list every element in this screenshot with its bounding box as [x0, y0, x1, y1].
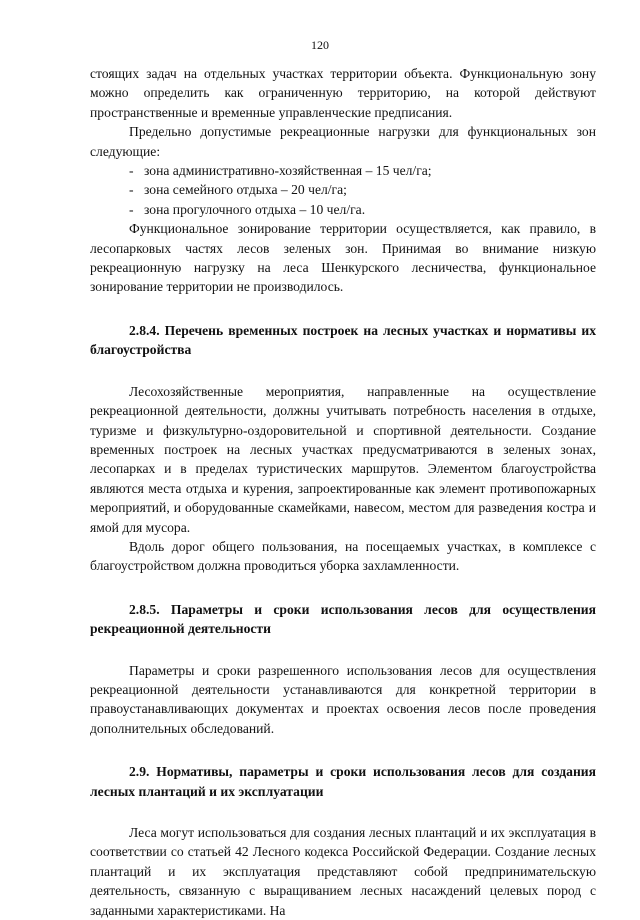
section-heading-2-8-5: 2.8.5. Параметры и сроки использования лесов для осуществления рекреационной деятельности — [90, 601, 596, 637]
section-heading-2-9: 2.9. Нормативы, параметры и сроки использования лесов для создания лесных плантаций и их эксплуатации — [90, 764, 596, 799]
list-item — [90, 161, 596, 180]
dash-marker: - — [129, 201, 134, 217]
paragraph-continuation: стоящих задач на отдельных участках территории объекта. Функциональную зону можно определить как ограниченную территорию, на которой действуют пространственные и временные управленческие предписания. — [90, 66, 596, 120]
page-number: 120 — [311, 38, 329, 52]
list-item-text: зона семейного отдыха – 20 чел/га; — [144, 182, 347, 198]
section-heading-2-8-4: 2.8.4. Перечень временных построек на лесных участках и нормативы их благоустройства — [90, 322, 596, 358]
paragraph-zoning: Функциональное зонирование территории осуществляется, как правило, в лесопарковых частях лесов зеленых зон. Принимая во внимание низкую рекреационную нагрузку на леса Шенкурского лесничества, функциональное зонирование территории не производилось. — [90, 221, 596, 295]
list-item-text: зона прогулочного отдыха – 10 чел/га. — [144, 201, 366, 217]
paragraph: Лесохозяйственные мероприятия, направленные на осуществление рекреационной деятельности, должны учитывать потребность населения в отдыхе, туризме и физкультурно-оздоровительной и спортивной деятельности. Создание временных построек на лесных участках предусматриваются в зеленых зонах, лесопарках и в пределах туристических маршрутов. Элементом благоустройства являются места отдыха и курения, запроектированные как элемент противопожарных мероприятий, и оборудованные скамейками, навесом, местом для разведения костра и ямой для мусора. — [90, 383, 596, 535]
list-item — [90, 200, 596, 219]
paragraph: Вдоль дорог общего пользования, на посещаемых участках, в комплексе с благоустройством должна проводиться уборка захламленности. — [90, 538, 596, 574]
paragraph-loads-intro: Предельно допустимые рекреационные нагрузки для функциональных зон следующие: — [90, 124, 596, 159]
paragraph: Леса могут использоваться для создания лесных плантаций и их эксплуатация в соответствии со статьей 42 Лесного кодекса Российской Федерации. Создание лесных плантаций и их эксплуатация представляют собой предпринимательскую деятельность, связанную с выращиванием лесных насаждений целевых пород с заданными характеристиками. На — [90, 825, 596, 918]
dash-marker: - — [129, 163, 134, 179]
document-body — [90, 64, 596, 920]
paragraph: Параметры и сроки разрешенного использования лесов для осуществления рекреационной деятельности устанавливаются для конкретной территории в правоустанавливающих документах и проектах освоения лесов после проведения дополнительных обследований. — [90, 662, 596, 736]
list-item — [90, 180, 596, 199]
list-item-text: зона административно-хозяйственная – 15 чел/га; — [144, 163, 432, 179]
dash-marker: - — [129, 182, 134, 198]
